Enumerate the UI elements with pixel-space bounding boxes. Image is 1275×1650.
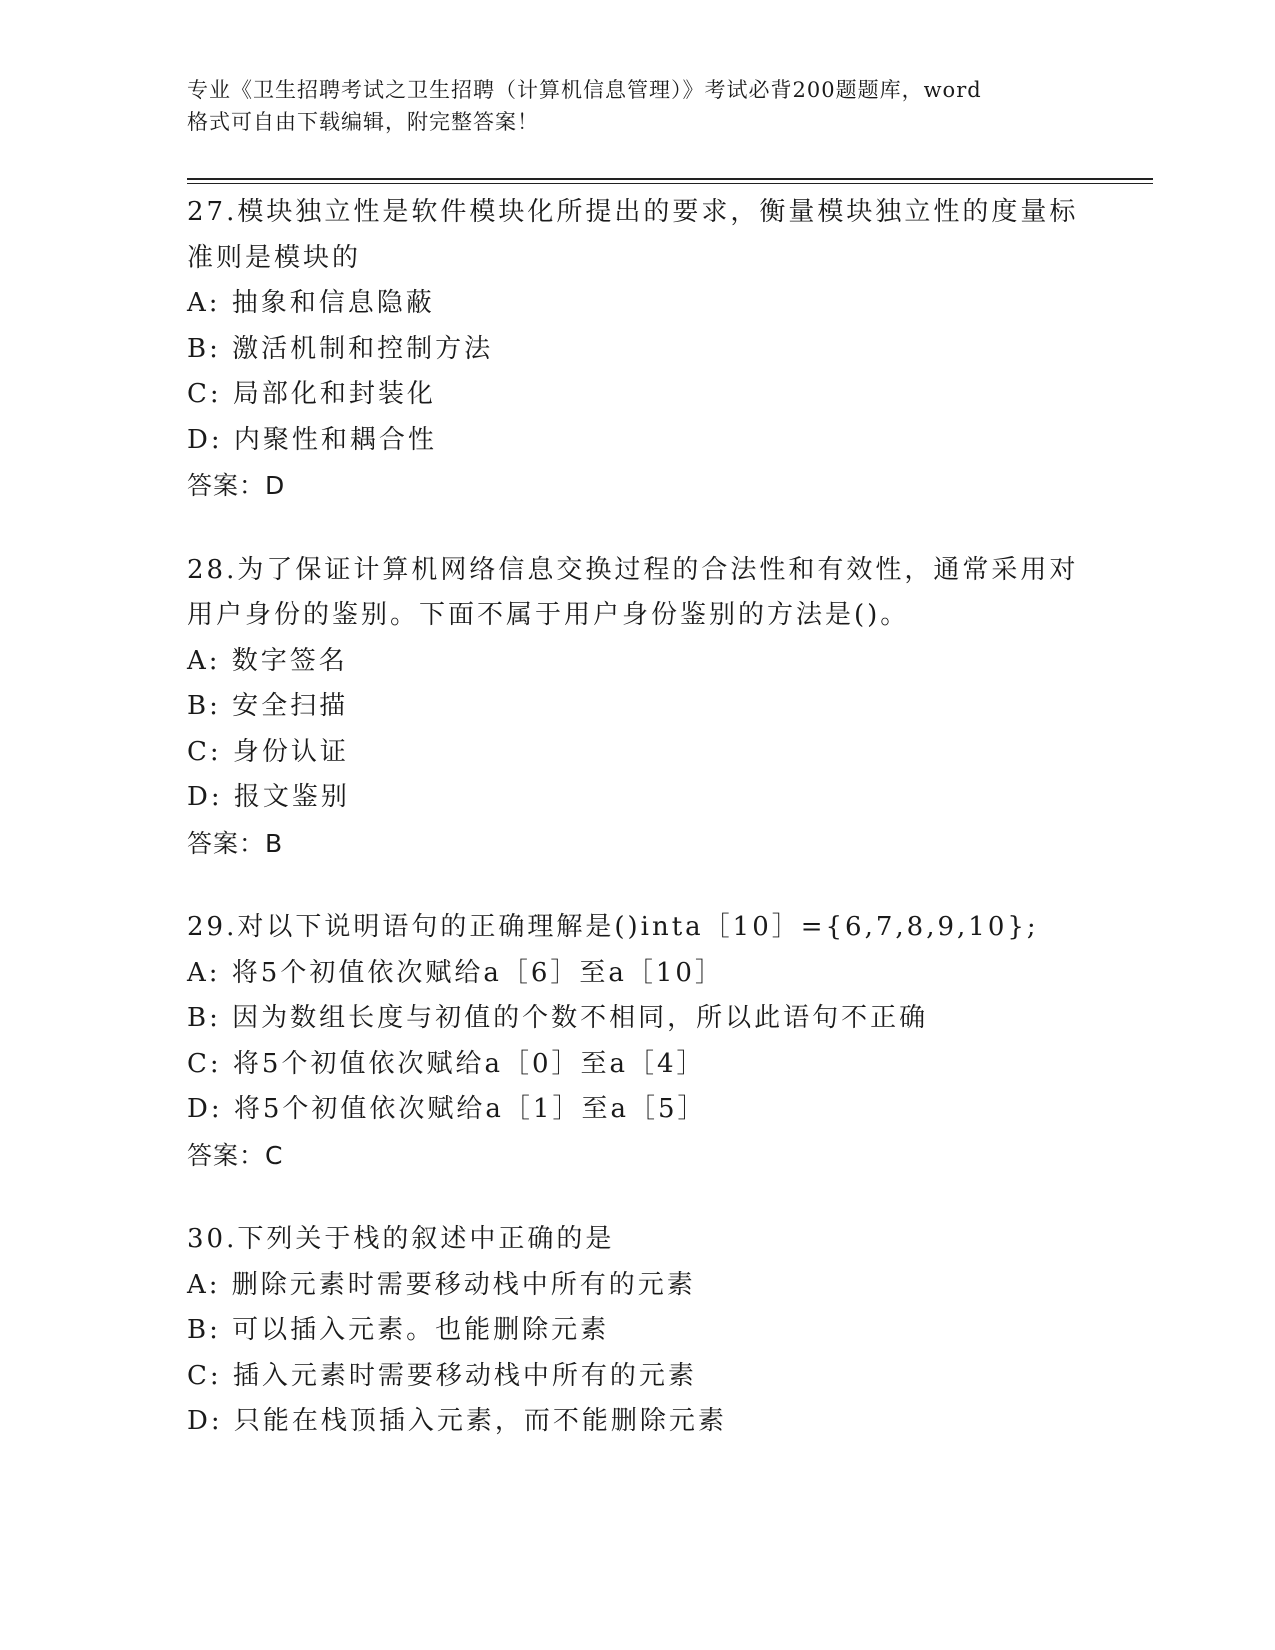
option-d: D: 报文鉴别: [187, 782, 350, 812]
header-rule-thin: [187, 183, 1153, 184]
option-c: C: 插入元素时需要移动栈中所有的元素: [187, 1360, 697, 1391]
question-stem: 29.对以下说明语句的正确理解是()inta［10］={6,7,8,9,10};: [187, 912, 1039, 942]
option-d: D: 将5个初值依次赋给a［1］至a［5］: [187, 1094, 707, 1124]
option-b: B: 激活机制和控制方法: [187, 333, 494, 364]
question-stem: 30.下列关于栈的叙述中正确的是: [187, 1224, 615, 1254]
answer-label: 答案：D: [187, 471, 286, 500]
document-header: [187, 74, 1087, 138]
option-b: B: 安全扫描: [187, 691, 349, 721]
option-d: D: 内聚性和耦合性: [187, 424, 437, 455]
option-c: C: 将5个初值依次赋给a［0］至a［4］: [187, 1048, 706, 1079]
header-line-2: 格式可自由下载编辑，附完整答案！: [187, 110, 539, 134]
option-a: A: 将5个初值依次赋给a［6］至a［10］: [187, 957, 724, 988]
question-30: [187, 1217, 1087, 1445]
option-c: C: 身份认证: [187, 736, 349, 767]
answer-label: 答案：C: [187, 1140, 284, 1170]
question-29: [187, 905, 1087, 1178]
answer-label: 答案：B: [187, 828, 284, 858]
option-b: B: 可以插入元素。也能删除元素: [187, 1315, 610, 1345]
option-a: A: 删除元素时需要移动栈中所有的元素: [187, 1269, 696, 1300]
header-line-1: 专业《卫生招聘考试之卫生招聘（计算机信息管理）》考试必背200题题库，word: [187, 78, 982, 102]
header-rule-thick: [187, 178, 1153, 180]
question-27: [187, 190, 1087, 509]
option-a: A: 数字签名: [187, 645, 348, 676]
question-list: [187, 190, 1087, 1484]
question-stem: 27.模块独立性是软件模块化所提出的要求，衡量模块独立性的度量标准则是模块的: [187, 197, 1079, 273]
option-c: C: 局部化和封装化: [187, 379, 436, 409]
option-a: A: 抽象和信息隐蔽: [187, 288, 435, 318]
question-28: [187, 548, 1087, 867]
option-b: B: 因为数组长度与初值的个数不相同，所以此语句不正确: [187, 1003, 929, 1033]
option-d: D: 只能在栈顶插入元素，而不能删除元素: [187, 1406, 727, 1436]
question-stem: 28.为了保证计算机网络信息交换过程的合法性和有效性，通常采用对用户身份的鉴别。下面不属于用户身份鉴别的方法是()。: [187, 554, 1079, 630]
